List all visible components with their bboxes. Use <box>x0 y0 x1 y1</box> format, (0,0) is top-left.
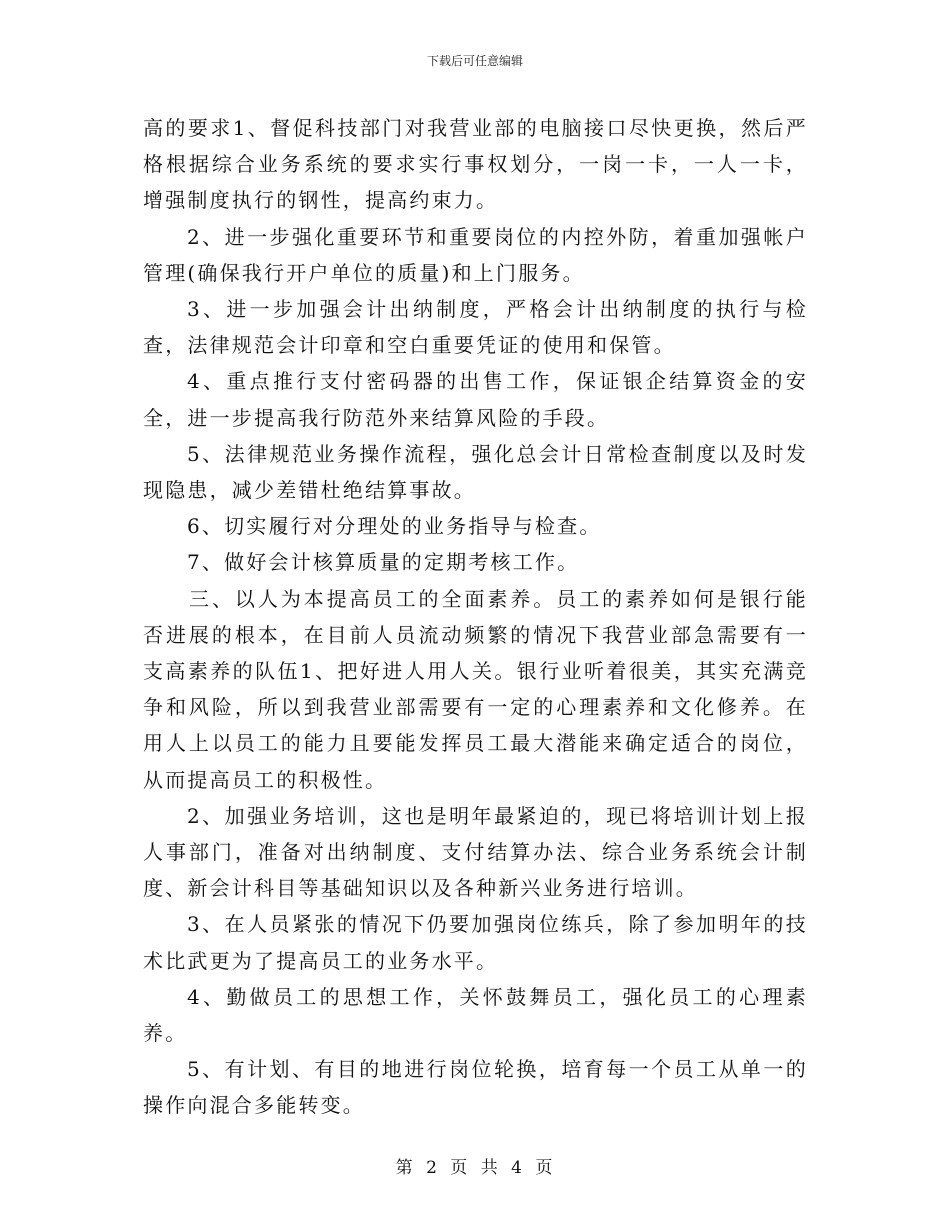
page-number-footer: 第 2 页 共 4 页 <box>395 1158 555 1178</box>
section-heading-paragraph: 三、以人为本提高员工的全面素养。员工的素养如何是银行能否进展的根本，在目前人员流动频繁的情况下我营业部急需要有一支高素养的队伍1、把好进人用人关。银行业听着很美，其实充满竞争和风险，所以到我营业部需要有一定的心理素养和文化修养。在用人上以员工的能力且要能发挥员工最大潜能来确定适合的岗位，从而提高员工的积极性。 <box>143 586 808 792</box>
paragraph: 3、在人员紧张的情况下仍要加强岗位练兵，除了参加明年的技术比武更为了提高员工的业务水平。 <box>143 912 808 973</box>
document-body <box>143 110 808 1124</box>
paragraph: 7、做好会计核算质量的定期考核工作。 <box>187 550 580 575</box>
page-header: 下载后可任意编辑 <box>426 54 523 68</box>
paragraph-continuation: 高的要求1、督促科技部门对我营业部的电脑接口尽快更换，然后严格根据综合业务系统的要求实行事权划分，一岗一卡，一人一卡，增强制度执行的钢性，提高约束力。 <box>143 116 808 213</box>
paragraph: 3、进一步加强会计出纳制度，严格会计出纳制度的执行与检查，法律规范会计印章和空白重要凭证的使用和保管。 <box>143 297 808 358</box>
paragraph: 6、切实履行对分理处的业务指导与检查。 <box>187 514 602 539</box>
paragraph: 5、有计划、有目的地进行岗位轮换，培育每一个员工从单一的操作向混合多能转变。 <box>143 1057 808 1118</box>
paragraph: 2、进一步强化重要环节和重要岗位的内控外防，着重加强帐户管理(确保我行开户单位的质量)和上门服务。 <box>143 224 808 285</box>
paragraph: 2、加强业务培训，这也是明年最紧迫的，现已将培训计划上报人事部门，准备对出纳制度、支付结算办法、综合业务系统会计制度、新会计科目等基础知识以及各种新兴业务进行培训。 <box>143 803 808 901</box>
paragraph: 4、勤做员工的思想工作，关怀鼓舞员工，强化员工的心理素养。 <box>143 984 808 1046</box>
paragraph: 5、法律规范业务操作流程，强化总会计日常检查制度以及时发现隐患，减少差错杜绝结算事故。 <box>143 441 808 503</box>
paragraph: 4、重点推行支付密码器的出售工作，保证银企结算资金的安全，进一步提高我行防范外来结算风险的手段。 <box>143 369 808 430</box>
